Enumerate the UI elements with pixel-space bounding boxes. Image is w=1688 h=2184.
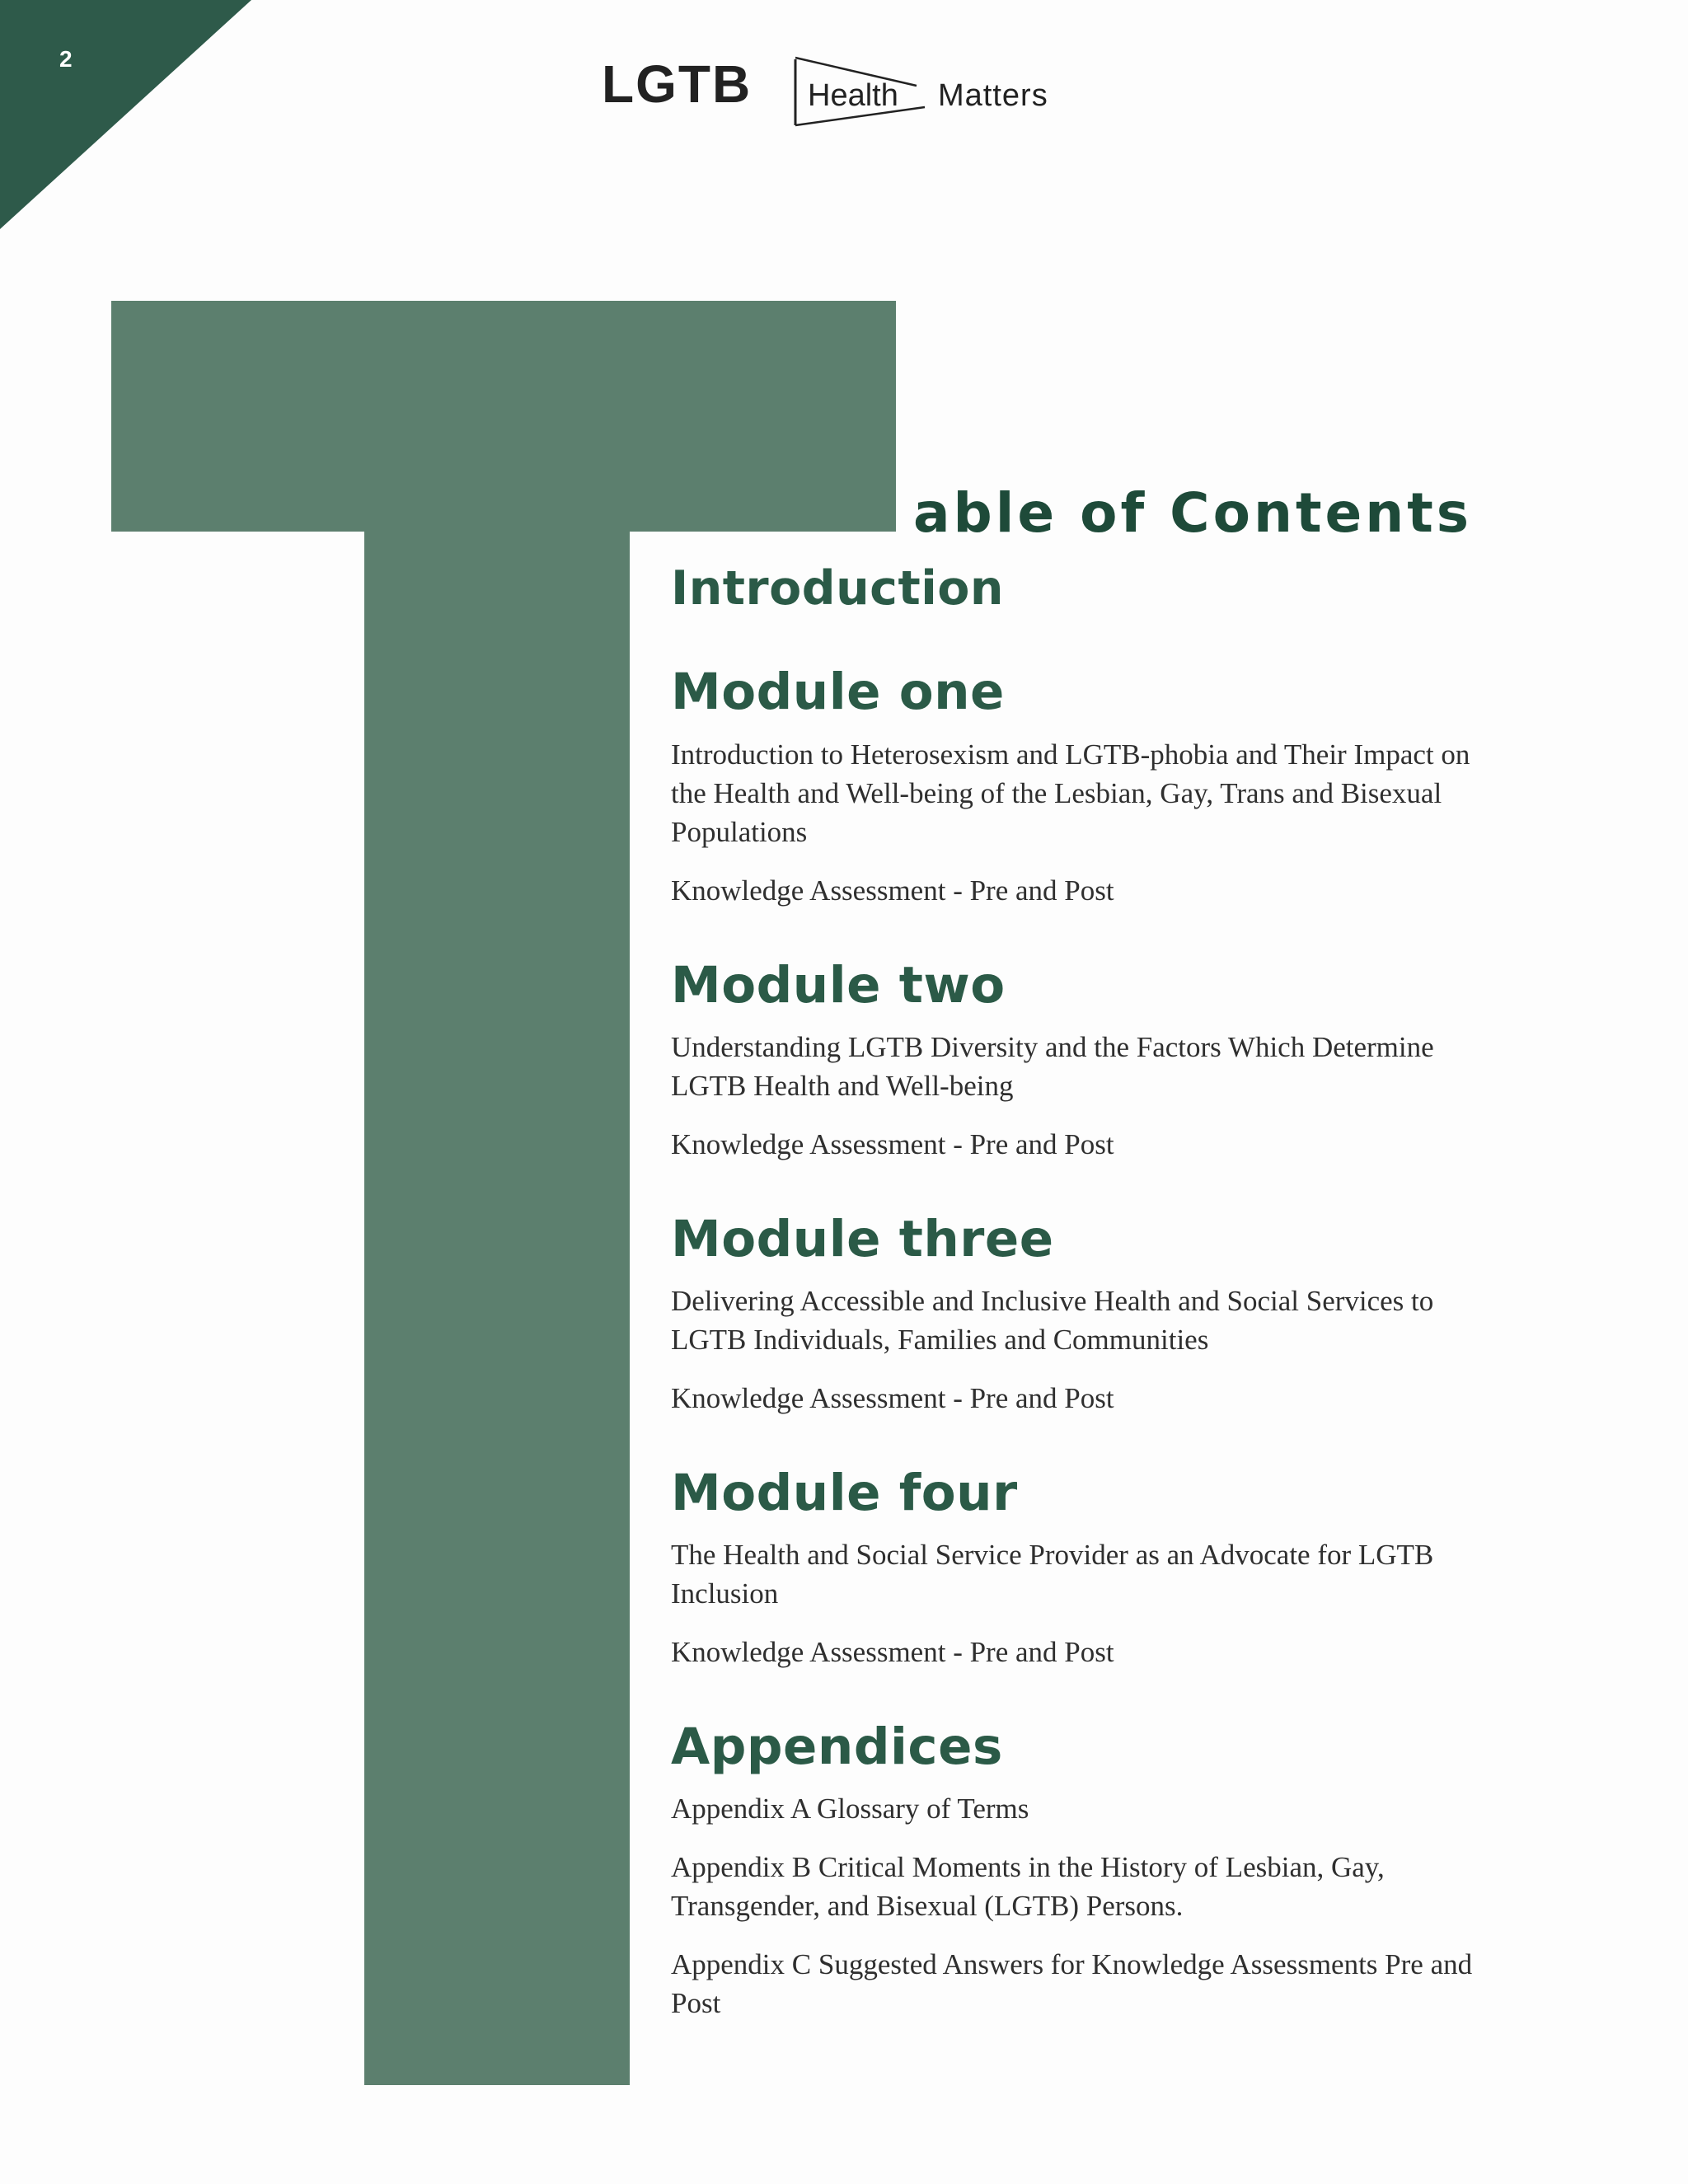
logo-lgtb-text: LGTB xyxy=(602,54,753,114)
corner-triangle xyxy=(0,0,256,231)
module-four-assessment: Knowledge Assessment - Pre and Post xyxy=(671,1636,1114,1669)
module-three-heading: Module three xyxy=(671,1209,1054,1268)
introduction-heading: Introduction xyxy=(671,561,1004,616)
module-one-heading: Module one xyxy=(671,663,1005,722)
module-four-heading: Module four xyxy=(671,1463,1018,1522)
module-two-assessment: Knowledge Assessment - Pre and Post xyxy=(671,1127,1114,1160)
module-two-heading: Module two xyxy=(671,955,1006,1015)
module-four-title: The Health and Social Service Provider as an Advocate for LGTB Inclusion xyxy=(671,1539,1434,1610)
big-letter-t-stem xyxy=(364,532,630,2085)
appendices-heading: Appendices xyxy=(671,1718,1003,1777)
appendix-b: Appendix B Critical Moments in the History of Lesbian, Gay, Transgender, and Bisexual (LGTB) Persons. xyxy=(671,1851,1385,1923)
module-three-assessment: Knowledge Assessment - Pre and Post xyxy=(671,1381,1114,1414)
toc-title: able of Contents xyxy=(913,481,1473,545)
big-letter-t-crossbar xyxy=(111,301,896,532)
module-one-title: Introduction to Heterosexism and LGTB-phobia and Their Impact on the Health and Well-being of the Lesbian, Gay, Trans and Bisexual Populations xyxy=(671,738,1470,848)
module-two-title: Understanding LGTB Diversity and the Factors Which Determine LGTB Health and Well-being xyxy=(671,1030,1434,1102)
page-number: 2 xyxy=(59,46,73,72)
appendix-c: Appendix C Suggested Answers for Knowledge Assessments Pre and Post xyxy=(671,1948,1473,2020)
module-one-assessment: Knowledge Assessment - Pre and Post xyxy=(671,874,1114,907)
logo-health-text: Health xyxy=(808,78,898,113)
appendix-a: Appendix A Glossary of Terms xyxy=(671,1793,1029,1825)
logo-matters-text: Matters xyxy=(938,78,1048,113)
module-three-title: Delivering Accessible and Inclusive Health and Social Services to LGTB Individuals, Families and Communities xyxy=(671,1284,1434,1356)
table-of-contents xyxy=(671,560,1495,2022)
logo xyxy=(602,51,1096,134)
